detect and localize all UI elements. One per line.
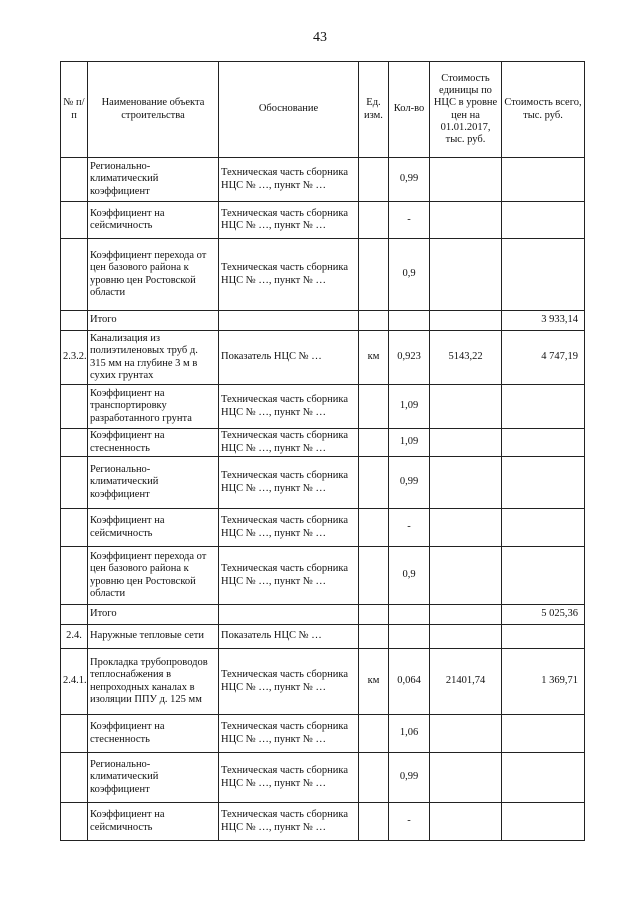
row-basis: Техническая часть сборника НЦС № …, пункт № … [219, 202, 359, 239]
row-quantity: 0,923 [389, 331, 430, 385]
row-basis: Техническая часть сборника НЦС № …, пункт № … [219, 457, 359, 509]
row-name: Коэффициент перехода от цен базового района к уровню цен Ростовской области [88, 547, 219, 605]
table-row [61, 547, 585, 605]
table-row [61, 429, 585, 457]
row-total [502, 753, 585, 803]
row-name: Регионально-климатический коэффициент [88, 457, 219, 509]
row-total [502, 509, 585, 547]
row-unit-cost [430, 625, 502, 649]
row-basis: Техническая часть сборника НЦС № …, пункт № … [219, 509, 359, 547]
row-basis: Техническая часть сборника НЦС № …, пункт № … [219, 385, 359, 429]
row-quantity: 1,09 [389, 385, 430, 429]
row-number [61, 239, 88, 311]
row-total [502, 385, 585, 429]
row-unit [359, 715, 389, 753]
row-number [61, 457, 88, 509]
row-basis: Техническая часть сборника НЦС № …, пункт № … [219, 803, 359, 841]
row-unit: км [359, 331, 389, 385]
row-unit [359, 547, 389, 605]
row-quantity [389, 605, 430, 625]
row-total [502, 202, 585, 239]
row-unit-cost [430, 803, 502, 841]
table-row [61, 202, 585, 239]
row-unit-cost [430, 457, 502, 509]
page-number: 43 [313, 30, 327, 45]
table-row [61, 803, 585, 841]
table-row [61, 457, 585, 509]
row-basis: Техническая часть сборника НЦС № …, пункт № … [219, 649, 359, 715]
row-unit [359, 605, 389, 625]
row-quantity: - [389, 803, 430, 841]
table-row [61, 311, 585, 331]
header-unit: Ед. изм. [359, 62, 389, 158]
row-number [61, 605, 88, 625]
row-name: Коэффициент перехода от цен базового района к уровню цен Ростовской области [88, 239, 219, 311]
row-quantity: 0,9 [389, 547, 430, 605]
row-number [61, 547, 88, 605]
row-name: Итого [88, 605, 219, 625]
table-row [61, 509, 585, 547]
row-quantity: 0,9 [389, 239, 430, 311]
row-name: Регионально-климатический коэффициент [88, 753, 219, 803]
row-basis [219, 605, 359, 625]
row-unit-cost [430, 239, 502, 311]
row-unit [359, 429, 389, 457]
row-unit-cost: 5143,22 [430, 331, 502, 385]
row-basis: Показатель НЦС № … [219, 331, 359, 385]
row-basis: Техническая часть сборника НЦС № …, пункт № … [219, 239, 359, 311]
row-basis: Техническая часть сборника НЦС № …, пункт № … [219, 429, 359, 457]
header-basis: Обоснование [219, 62, 359, 158]
row-unit [359, 753, 389, 803]
row-basis: Показатель НЦС № … [219, 625, 359, 649]
row-number [61, 311, 88, 331]
row-name: Коэффициент на сейсмичность [88, 509, 219, 547]
row-unit-cost [430, 311, 502, 331]
row-unit [359, 509, 389, 547]
row-total [502, 625, 585, 649]
row-name: Итого [88, 311, 219, 331]
row-quantity: 0,99 [389, 158, 430, 202]
row-total [502, 547, 585, 605]
row-name: Коэффициент на стесненность [88, 429, 219, 457]
row-total: 5 025,36 [502, 605, 585, 625]
table-row [61, 649, 585, 715]
row-quantity: - [389, 202, 430, 239]
row-unit [359, 625, 389, 649]
header-total: Стоимость всего, тыс. руб. [502, 62, 585, 158]
row-quantity: - [389, 509, 430, 547]
table-header-row [61, 62, 585, 158]
row-unit-cost [430, 715, 502, 753]
row-unit-cost: 21401,74 [430, 649, 502, 715]
row-unit: км [359, 649, 389, 715]
table-row [61, 239, 585, 311]
row-name: Коэффициент на сейсмичность [88, 803, 219, 841]
row-quantity: 0,99 [389, 753, 430, 803]
row-basis: Техническая часть сборника НЦС № …, пункт № … [219, 753, 359, 803]
row-unit-cost [430, 547, 502, 605]
row-number: 2.4.1. [61, 649, 88, 715]
table-row [61, 158, 585, 202]
table-row [61, 715, 585, 753]
row-total [502, 158, 585, 202]
row-unit [359, 311, 389, 331]
table-row [61, 753, 585, 803]
cost-table [60, 61, 585, 841]
row-total: 1 369,71 [502, 649, 585, 715]
row-basis: Техническая часть сборника НЦС № …, пункт № … [219, 715, 359, 753]
row-unit [359, 239, 389, 311]
row-unit-cost [430, 385, 502, 429]
row-name: Коэффициент на сейсмичность [88, 202, 219, 239]
row-unit-cost [430, 429, 502, 457]
row-name: Прокладка трубопроводов теплоснабжения в непроходных каналах в изоляции ППУ д. 125 мм [88, 649, 219, 715]
row-number: 2.4. [61, 625, 88, 649]
row-basis: Техническая часть сборника НЦС № …, пункт № … [219, 547, 359, 605]
row-total [502, 457, 585, 509]
row-quantity: 1,09 [389, 429, 430, 457]
header-name: Наименование объекта строительства [88, 62, 219, 158]
table-row [61, 385, 585, 429]
row-unit-cost [430, 509, 502, 547]
row-basis [219, 311, 359, 331]
row-unit-cost [430, 202, 502, 239]
row-total: 3 933,14 [502, 311, 585, 331]
row-name: Канализация из полиэтиленовых труб д. 315 мм на глубине 3 м в сухих грунтах [88, 331, 219, 385]
header-qty: Кол-во [389, 62, 430, 158]
row-number [61, 202, 88, 239]
row-number [61, 803, 88, 841]
row-number [61, 158, 88, 202]
row-quantity [389, 311, 430, 331]
row-unit-cost [430, 158, 502, 202]
row-quantity: 1,06 [389, 715, 430, 753]
row-number [61, 753, 88, 803]
row-quantity: 0,064 [389, 649, 430, 715]
row-unit [359, 457, 389, 509]
row-unit-cost [430, 605, 502, 625]
header-num: № п/п [61, 62, 88, 158]
row-name: Коэффициент на стесненность [88, 715, 219, 753]
row-unit [359, 158, 389, 202]
header-unit-cost: Стоимость единицы по НЦС в уровне цен на 01.01.2017, тыс. руб. [430, 62, 502, 158]
row-total [502, 715, 585, 753]
row-total: 4 747,19 [502, 331, 585, 385]
row-number [61, 509, 88, 547]
table-row [61, 605, 585, 625]
row-unit-cost [430, 753, 502, 803]
row-number: 2.3.2. [61, 331, 88, 385]
table-row [61, 625, 585, 649]
row-basis: Техническая часть сборника НЦС № …, пункт № … [219, 158, 359, 202]
row-unit [359, 385, 389, 429]
row-total [502, 429, 585, 457]
row-unit [359, 202, 389, 239]
row-total [502, 803, 585, 841]
row-number [61, 385, 88, 429]
row-quantity [389, 625, 430, 649]
row-number [61, 715, 88, 753]
row-name: Регионально-климатический коэффициент [88, 158, 219, 202]
row-name: Наружные тепловые сети [88, 625, 219, 649]
row-total [502, 239, 585, 311]
table-row [61, 331, 585, 385]
row-number [61, 429, 88, 457]
row-quantity: 0,99 [389, 457, 430, 509]
row-name: Коэффициент на транспортировку разработанного грунта [88, 385, 219, 429]
row-unit [359, 803, 389, 841]
